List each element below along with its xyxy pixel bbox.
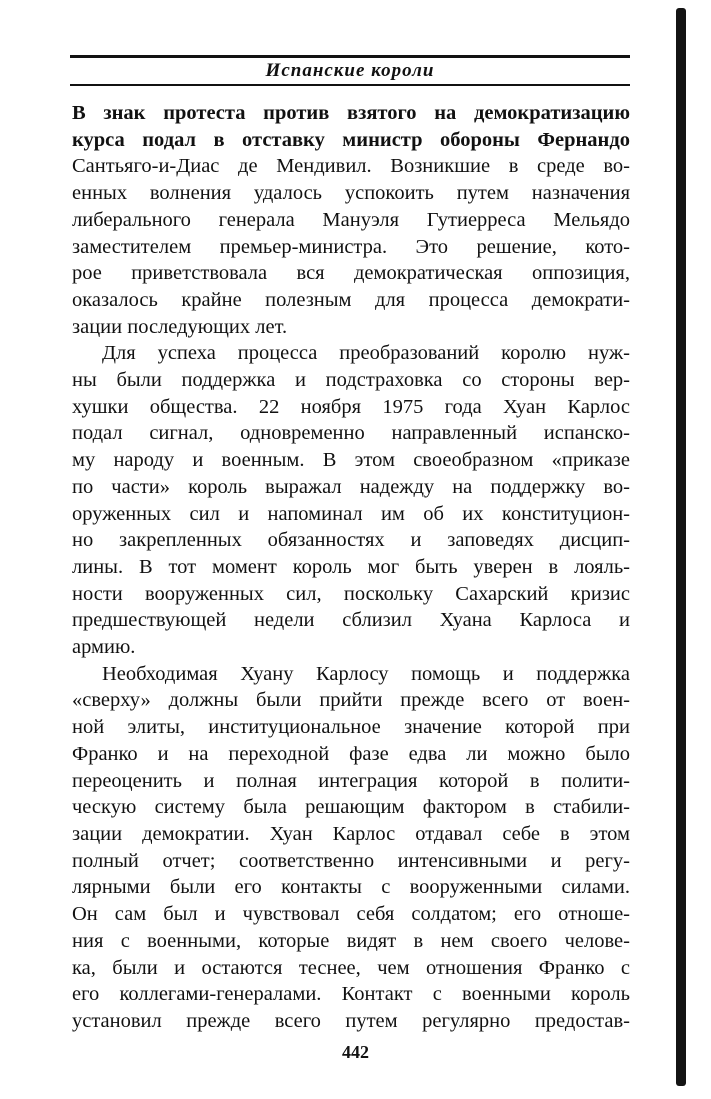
running-head: Испанские короли — [265, 60, 435, 81]
text-line: Он сам был и чувствовал себя солдатом; его отноше- — [72, 903, 630, 926]
text-line: ной элиты, институциональное значение которой при — [72, 716, 630, 739]
text-line: но закрепленных обязанностях и заповедях дисцип- — [72, 529, 630, 552]
text-line: хушки общества. 22 ноября 1975 года Хуан Карлос — [72, 395, 630, 418]
text-line: подал сигнал, одновременно направленный испанско- — [72, 422, 630, 445]
text-line: зации демократии. Хуан Карлос отдавал себе в этом — [72, 822, 630, 845]
text-line: му народу и военным. В этом своеобразном «приказе — [72, 449, 630, 472]
scan-edge-shadow — [676, 8, 686, 1086]
text-line: предшествующей недели сблизил Хуана Карлоса и — [72, 609, 630, 632]
text-line: ка, были и остаются теснее, чем отношения Франко с — [72, 956, 630, 979]
text-line: Сантьяго-и-Диас де Мендивил. Возникшие в среде во- — [72, 155, 630, 178]
text-line: либерального генерала Мануэля Гутиерреса Мельядо — [72, 208, 630, 231]
text-line: зации последующих лет. — [72, 315, 288, 338]
text-line: полный отчет; соответственно интенсивными и регу- — [72, 849, 630, 872]
text-line: Для успеха процесса преобразований королю нуж- — [102, 342, 630, 365]
text-line: ны были поддержка и подстраховка со стороны вер- — [72, 369, 630, 392]
text-line: курса подал в отставку министр обороны Фернандо — [72, 128, 630, 151]
text-line: установил прежде всего путем регулярно предостав- — [72, 1009, 630, 1032]
paragraph-3 — [72, 661, 630, 1035]
text-line: ния с военными, которые видят в нем своего челове- — [72, 929, 630, 952]
text-line: его коллегами-генералами. Контакт с военными король — [72, 983, 630, 1006]
text-line: по части» король выражал надежду на поддержку во- — [72, 475, 630, 498]
text-line: лярными были его контакты с вооруженными силами. — [72, 876, 630, 899]
text-line: армию. — [72, 636, 136, 659]
header-rule-bottom — [70, 84, 630, 86]
text-line: оруженных сил и напоминал им об их конституцион- — [72, 502, 630, 525]
text-line: рое приветствовала вся демократическая оппозиция, — [72, 262, 630, 285]
text-line: Необходимая Хуану Карлосу помощь и поддержка — [102, 662, 630, 685]
text-line: лины. В тот момент король мог быть уверен в лояль- — [72, 555, 630, 578]
body-text — [72, 100, 630, 1035]
text-line: енных волнения удалось успокоить путем назначения — [72, 182, 630, 205]
paragraph-1 — [72, 100, 630, 340]
page-number: 442 — [342, 1042, 369, 1062]
text-line: заместителем премьер-министра. Это решение, кото- — [72, 235, 630, 258]
text-line: Франко и на переходной фазе едва ли можно было — [72, 742, 630, 765]
paragraph-2 — [72, 340, 630, 660]
text-line: оказалось крайне полезным для процесса демократи- — [72, 288, 630, 311]
text-line: ности вооруженных сил, поскольку Сахарский кризис — [72, 582, 630, 605]
text-line: ческую систему была решающим фактором в стабили- — [72, 796, 630, 819]
text-line: переоценить и полная интеграция которой в полити- — [72, 769, 630, 792]
header-rule-top — [70, 55, 630, 58]
text-line: «сверху» должны были прийти прежде всего от воен- — [72, 689, 630, 712]
text-line: В знак протеста против взятого на демократизацию — [72, 102, 630, 124]
